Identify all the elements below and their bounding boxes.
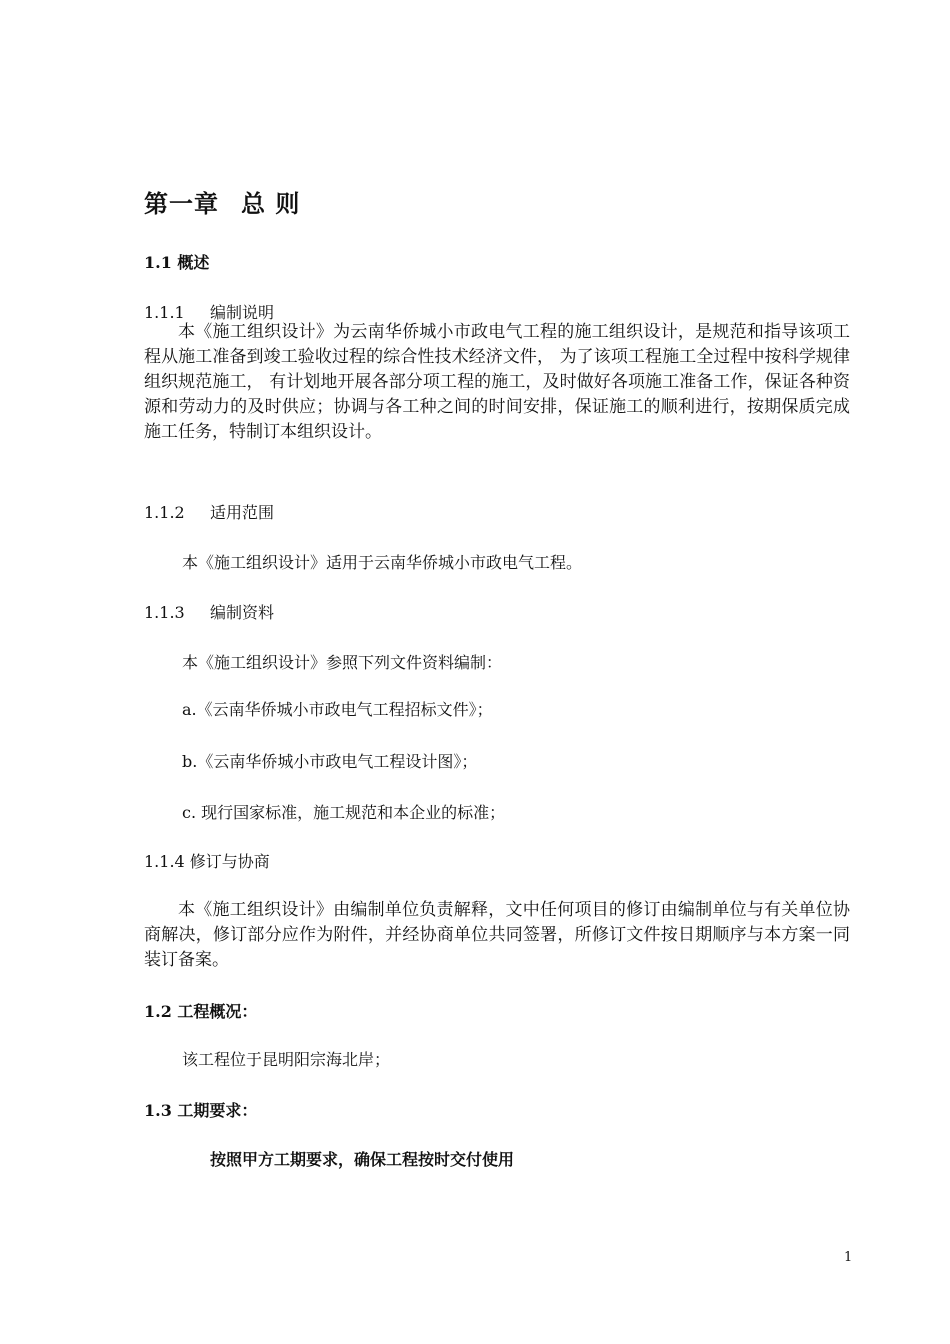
chapter-title (144, 184, 300, 219)
section-1-1-3-intro: 本《施工组织设计》参照下列文件资料编制： (182, 653, 503, 672)
section-1-1-4-heading: 1.1.4 修订与协商 (144, 852, 270, 871)
section-1-1-2-body: 本《施工组织设计》适用于云南华侨城小市政电气工程。 (182, 553, 583, 572)
section-1-1-4-body: 本《施工组织设计》由编制单位负责解释，文中任何项目的修订由编制单位与有关单位协商解决，修订部分应作为附件，并经协商单位共同签署，所修订文件按日期顺序与本方案一同装订备案。 (144, 900, 850, 970)
reference-item-a: a.《云南华侨城小市政电气工程招标文件》； (182, 700, 493, 719)
section-1-1-2-number: 1.1.2 (144, 503, 185, 522)
section-1-1-heading: 1.1 概述 (144, 253, 210, 272)
section-1-3-heading: 1.3 工期要求： (144, 1101, 258, 1120)
section-1-1-2-title: 适用范围 (210, 503, 275, 522)
section-1-1-1-body: 本《施工组织设计》为云南华侨城小市政电气工程的施工组织设计，是规范和指导该项工程从施工准备到竣工验收过程的综合性技术经济文件， 为了该项工程施工全过程中按科学规律组织规范施工， 有计划地开展各部分项工程的施工，及时做好各项施工准备工作，保证各种资源和劳动力的及时供应；协调与各工种之间的时间安排，保证施工的顺利进行，按期保质完成施工任务，特制订本组织设计。 (144, 322, 850, 442)
chapter-name: 总 则 (241, 189, 301, 218)
section-1-1-3-number: 1.1.3 (144, 603, 185, 622)
page-number: 1 (844, 1250, 853, 1265)
reference-item-c: c. 现行国家标准，施工规范和本企业的标准； (182, 803, 506, 822)
section-1-3-body: 按照甲方工期要求，确保工程按时交付使用 (210, 1150, 515, 1169)
chapter-label: 第一章 (144, 189, 219, 218)
section-1-1-3-title: 编制资料 (210, 603, 275, 622)
section-1-2-body: 该工程位于昆明阳宗海北岸； (182, 1050, 391, 1069)
section-1-1-1-number: 1.1.1 (144, 303, 185, 322)
section-1-1-2-heading (144, 500, 274, 523)
reference-item-b: b.《云南华侨城小市政电气工程设计图》； (182, 752, 478, 771)
section-1-1-1-title: 编制说明 (210, 303, 275, 322)
section-1-2-heading: 1.2 工程概况： (144, 1002, 258, 1021)
section-1-1-3-heading (144, 600, 274, 623)
